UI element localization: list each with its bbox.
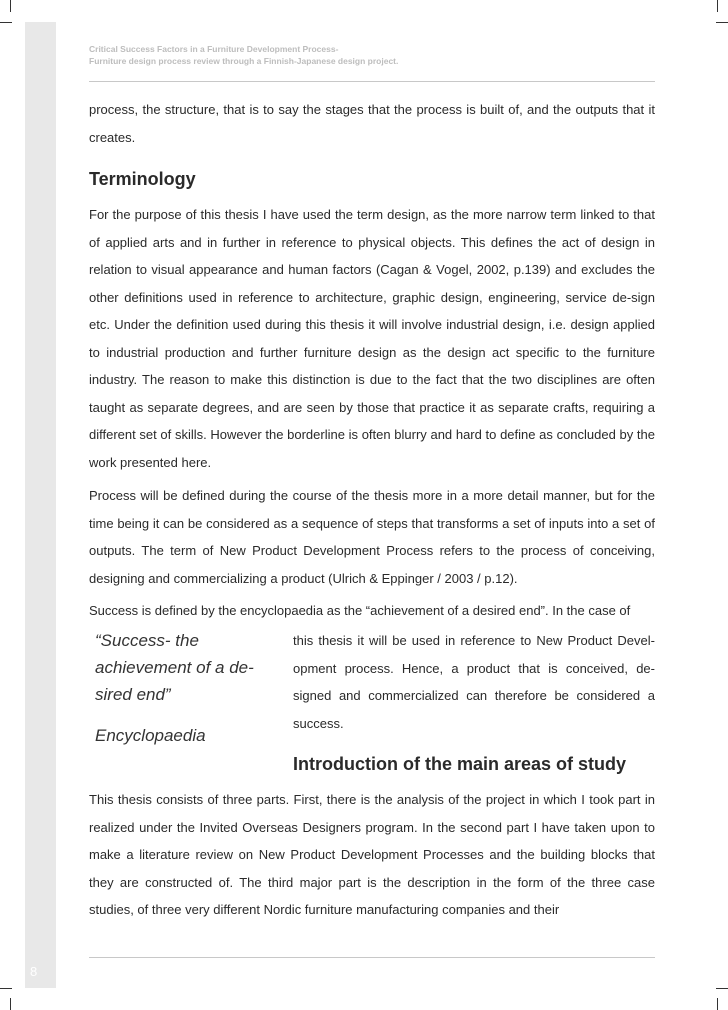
- pull-quote-source: Encyclopaedia: [95, 726, 206, 745]
- crop-mark: [716, 22, 728, 23]
- success-continuation-text: this thesis it will be used in reference to New Product Devel-opment process. Hence, a product that is conceived, de-signed and commercialized can therefore be considered a success.: [293, 633, 655, 731]
- terminology-heading: Terminology: [89, 169, 196, 189]
- pull-quote-text: “Success- the achievement of a de-sired end”: [95, 631, 254, 704]
- success-continuation: [293, 627, 655, 737]
- main-areas-paragraph: This thesis consists of three parts. First, there is the analysis of the project in which I took part in realized under the Invited Overseas Designers program. In the second part I have taken upon to make a literature review on New Product Development Processes and the building blocks that they are constructed of. The third major part is the description in the form of the three case studies, of three very different Nordic furniture manufacturing companies and their: [89, 792, 655, 917]
- crop-mark: [717, 0, 718, 12]
- crop-mark: [0, 988, 12, 989]
- running-header: [89, 43, 649, 67]
- running-header-line-2: Furniture design process review through a Finnish-Japanese design project.: [89, 56, 399, 66]
- terminology-body: [89, 201, 655, 625]
- main-areas-body: [89, 786, 655, 924]
- page-number: 8: [30, 964, 38, 979]
- crop-mark: [10, 998, 11, 1010]
- pull-quote: [95, 627, 280, 749]
- running-header-line-1: Critical Success Factors in a Furniture Development Process-: [89, 44, 339, 54]
- page-sidebar: [25, 22, 56, 988]
- header-rule: [89, 81, 655, 82]
- intro-paragraph: [89, 96, 655, 151]
- crop-mark: [0, 22, 12, 23]
- crop-mark: [717, 998, 718, 1010]
- crop-mark: [716, 988, 728, 989]
- terminology-paragraph-2: Process will be defined during the course of the thesis more in a more detail manner, but for the time being it can be considered as a sequence of steps that transforms a set of inputs into a set of outputs. The term of New Product Development Process refers to the process of conceiving, designing and commercializing a product (Ulrich & Eppinger / 2003 / p.12).: [89, 488, 655, 586]
- footer-rule: [89, 957, 655, 958]
- intro-text: process, the structure, that is to say the stages that the process is built of, and the outputs that it creates.: [89, 102, 655, 145]
- main-areas-heading: Introduction of the main areas of study: [293, 754, 627, 774]
- terminology-paragraph-3: Success is defined by the encyclopaedia as the “achievement of a desired end”. In the case of: [89, 603, 631, 618]
- terminology-paragraph-1: For the purpose of this thesis I have used the term design, as the more narrow term linked to that of applied arts and in further in reference to physical objects. This defines the act of design in relation to visual appearance and human factors (Cagan & Vogel, 2002, p.139) and excludes the other definitions used in reference to architecture, graphic design, engineering, service de-sign etc. Under the definition used during this thesis it will involve industrial design, i.e. design applied to industrial production and further furniture design as the design act specific to the furniture industry. The reason to make this distinction is due to the fact that the two disciplines are often taught as separate degrees, and are seen by those that practice it as separate crafts, requiring a different set of skills. However the borderline is often blurry and hard to define as concluded by the work presented here.: [89, 207, 655, 470]
- crop-mark: [10, 0, 11, 12]
